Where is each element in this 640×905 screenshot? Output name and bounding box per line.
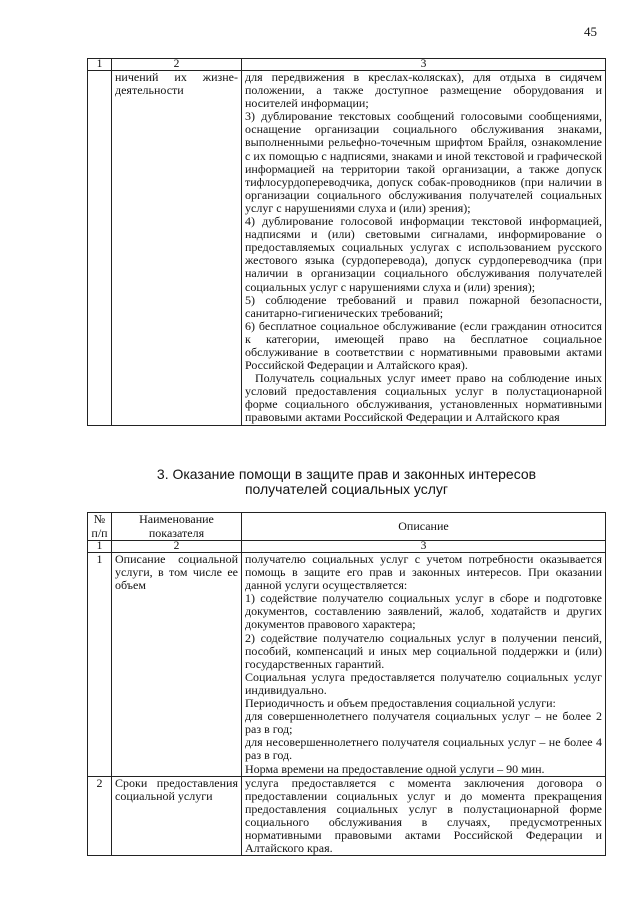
legal-help-table xyxy=(87,512,606,856)
column-number-row xyxy=(88,59,606,71)
section-title-line: получателей социальных услуг xyxy=(244,481,449,497)
column-number-2: 2 xyxy=(112,59,242,71)
description-paragraph: Социальная услуга предоставляется получателю социальных услуг индивидуально. xyxy=(245,669,602,697)
description-paragraph: получателю социальных услуг с учетом потребности оказывается помощь в защите его прав и законных интересов. При оказании данной услуги осуществляется: xyxy=(245,552,602,593)
description-paragraph: 1) содействие получателю социальных услуг в сборе и подготовке документов, составлению заявлений, жалоб, ходатайств и других документов правового характера; xyxy=(245,591,602,632)
column-number-3: 3 xyxy=(242,541,606,553)
description-paragraph: 4) дублирование голосовой информации текстовой информацией, надписями и (или) световыми сигналами, информирование о предоставляемых социальных услугах с использованием русского жестового языка (сурдоперевода), допуск сурдопереводчика (при наличии в организации социального обслуживания получателей социальных услуг с нарушениями слуха и (или) зрения); xyxy=(245,214,602,294)
column-number-1: 1 xyxy=(88,59,112,71)
indicator-name-cell: ничений их жизне-деятельности xyxy=(112,71,242,426)
row-number-cell: 1 xyxy=(88,553,112,777)
description-paragraph: услуга предоставляется с момента заключения договора о предоставлении социальных услуг и до момента прекращения предоставления социальных услуг в полустационарной форме социального обслуживания в случаях, предусмотренных нормативными правовыми актами Российской Федерации и Алтайского края. xyxy=(245,775,602,856)
header-number: № п/п xyxy=(88,513,112,541)
description-paragraph: 5) соблюдение требований и правил пожарной безопасности, санитарно-гигиенических требований; xyxy=(245,292,602,320)
header-description: Описание xyxy=(242,513,606,541)
description-paragraph: 6) бесплатное социальное обслуживание (если гражданин относится к категории, имеющей право на бесплатное социальное обслуживание в соответствии с нормативными правовыми актами Российской Федерации и Алтайского края). xyxy=(245,318,602,373)
column-number-2: 2 xyxy=(112,541,242,553)
description-paragraph: 3) дублирование текстовых сообщений голосовыми сообщениями, оснащение организации социального обслуживания знаками, выполненными рельефно-точечным шрифтом Брайля, ознакомление с их помощью с надписями, знаками и иной текстовой и графической информацией на территории такой организации, а также допуск тифлосурдопереводчика, допуск собак-проводников (при наличии в организации социального обслуживания получателей социальных услуг с нарушениями слуха и (или) зрения); xyxy=(245,109,602,215)
description-cell xyxy=(242,553,606,777)
description-paragraph: 2) содействие получателю социальных услуг в получении пенсий, пособий, компенсаций и иных мер социальной поддержки и (или) государственных гарантий. xyxy=(245,630,602,671)
column-number-1: 1 xyxy=(88,541,112,553)
description-paragraph: для передвижения в креслах-колясках), для отдыха в сидячем положении, а также доступное размещение оборудования и носителей информации; xyxy=(245,70,602,111)
indicator-name-cell: Описание социальной услуги, в том числе ее объем xyxy=(112,553,242,777)
table-row xyxy=(88,776,606,856)
description-paragraph: Норма времени на предоставление одной услуги – 90 мин. xyxy=(245,761,545,776)
description-paragraph: для несовершеннолетнего получателя социальных услуг – не более 4 раз в год. xyxy=(245,735,602,763)
header-row xyxy=(88,513,606,541)
description-cell xyxy=(242,776,606,856)
table-row xyxy=(88,71,606,426)
conditions-table xyxy=(87,58,606,426)
row-number-cell xyxy=(88,71,112,426)
table-row xyxy=(88,553,606,777)
page-number: 45 xyxy=(584,24,597,39)
indicator-name-cell: Сроки предоставления социальной услуги xyxy=(112,776,242,856)
description-paragraph: для совершеннолетнего получателя социальных услуг – не более 2 раз в год; xyxy=(245,709,602,737)
column-number-3: 3 xyxy=(242,59,606,71)
description-paragraph: Периодичность и объем предоставления социальной услуги: xyxy=(245,696,556,711)
section-title-line: 3. Оказание помощи в защите прав и законных интересов xyxy=(156,466,537,482)
header-indicator-name: Наименование показателя xyxy=(112,513,242,541)
description-paragraph: Получатель социальных услуг имеет право на соблюдение иных условий предоставления социальных услуг в полустационарной форме социального обслуживания, установленных нормативными правовыми актами Российской Федерации и Алтайского края xyxy=(245,371,602,425)
row-number-cell: 2 xyxy=(88,776,112,856)
description-cell xyxy=(242,71,606,426)
section-title xyxy=(87,467,606,497)
column-number-row xyxy=(88,541,606,553)
